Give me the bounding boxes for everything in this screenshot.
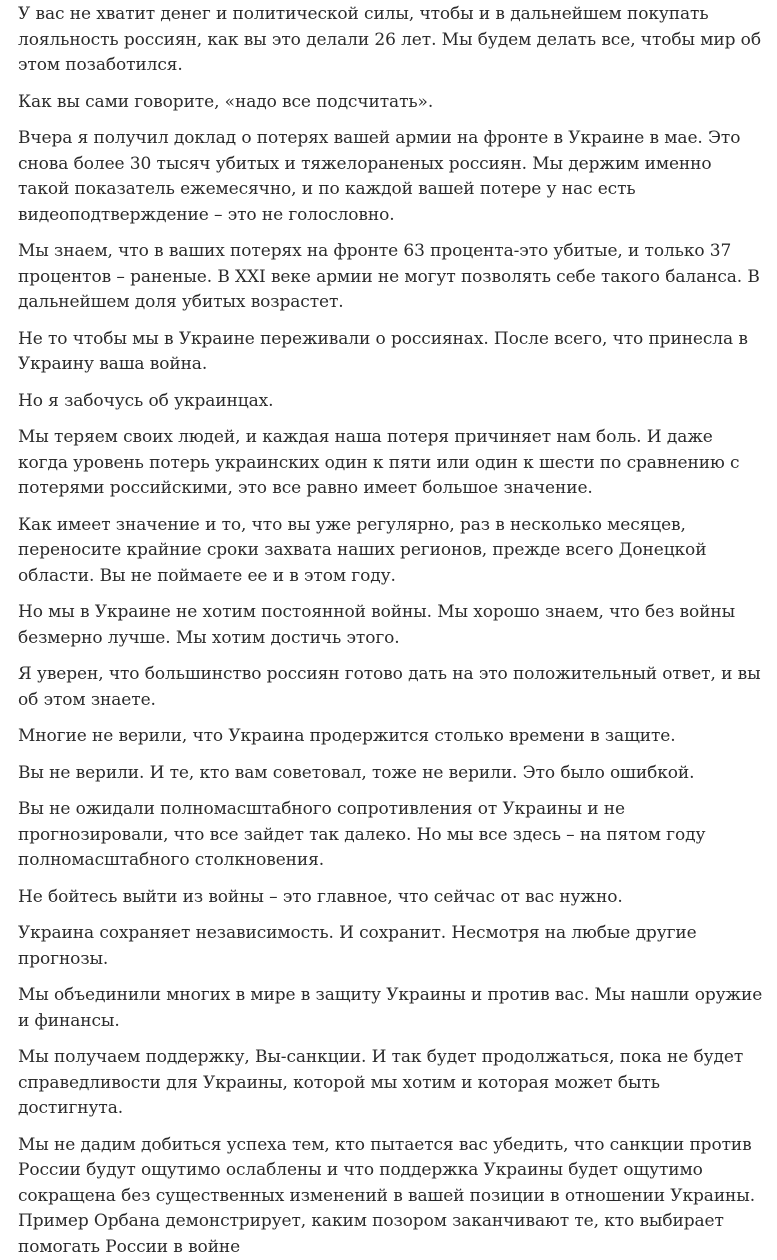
paragraph: Но я забочусь об украинцах. [18, 389, 767, 415]
paragraph: Мы теряем своих людей, и каждая наша потеря причиняет нам боль. И даже когда уровень потерь украинских один к пяти или один к шести по сравнению с потерями российскими, это все равно имеет большое значение. [18, 425, 767, 502]
paragraph: Вы не верили. И те, кто вам советовал, тоже не верили. Это было ошибкой. [18, 761, 767, 787]
paragraph: Мы получаем поддержку, Вы-санкции. И так будет продолжаться, пока не будет справедливости для Украины, которой мы хотим и которая может быть достигнута. [18, 1045, 767, 1122]
paragraph: Многие не верили, что Украина продержится столько времени в защите. [18, 724, 767, 750]
paragraph: Украина сохраняет независимость. И сохранит. Несмотря на любые другие прогнозы. [18, 921, 767, 972]
paragraph: Мы объединили многих в мире в защиту Украины и против вас. Мы нашли оружие и финансы. [18, 983, 767, 1034]
paragraph: Как имеет значение и то, что вы уже регулярно, раз в несколько месяцев, переносите крайние сроки захвата наших регионов, прежде всего Донецкой области. Вы не поймаете ее и в этом году. [18, 513, 767, 590]
paragraph: Не бойтесь выйти из войны – это главное, что сейчас от вас нужно. [18, 885, 767, 911]
paragraph: Но мы в Украине не хотим постоянной войны. Мы хорошо знаем, что без войны безмерно лучше. Мы хотим достичь этого. [18, 600, 767, 651]
paragraph: Как вы сами говорите, «надо все подсчитать». [18, 90, 767, 116]
paragraph: Мы знаем, что в ваших потерях на фронте 63 процента-это убитые, и только 37 процентов – раненые. В XXI веке армии не могут позволять себе такого баланса. В дальнейшем доля убитых возрастет. [18, 239, 767, 316]
paragraph: Вы не ожидали полномасштабного сопротивления от Украины и не прогнозировали, что все зайдет так далеко. Но мы все здесь – на пятом году полномасштабного столкновения. [18, 797, 767, 874]
paragraph: Я уверен, что большинство россиян готово дать на это положительный ответ, и вы об этом знаете. [18, 662, 767, 713]
paragraph: Не то чтобы мы в Украине переживали о россиянах. После всего, что принесла в Украину ваша война. [18, 327, 767, 378]
paragraph: Вчера я получил доклад о потерях вашей армии на фронте в Украине в мае. Это снова более 30 тысяч убитых и тяжелораненых россиян. Мы держим именно такой показатель ежемесячно, и по каждой вашей потере у нас есть видеоподтверждение – это не голословно. [18, 126, 767, 228]
paragraph: Мы не дадим добиться успеха тем, кто пытается вас убедить, что санкции против России будут ощутимо ослаблены и что поддержка Украины будет ощутимо сокращена без существенных изменений в вашей позиции в отношении Украины. Пример Орбана демонстрирует, каким позором заканчивают те, кто выбирает помогать России в войне [18, 1133, 767, 1260]
paragraph: У вас не хватит денег и политической силы, чтобы и в дальнейшем покупать лояльность россиян, как вы это делали 26 лет. Мы будем делать все, чтобы мир об этом позаботился. [18, 2, 767, 79]
